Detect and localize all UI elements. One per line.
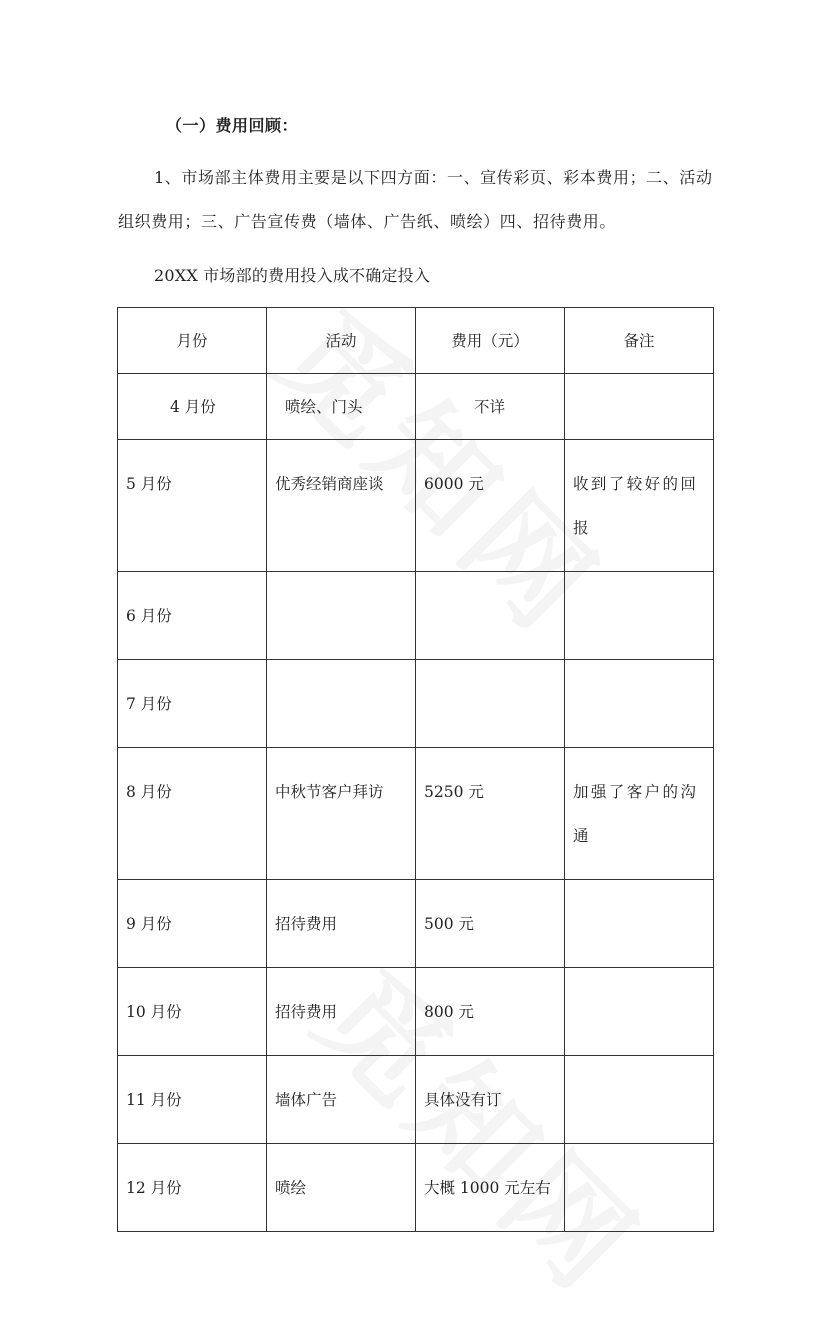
cell-month: 6 月份 — [118, 572, 267, 660]
expense-table — [117, 307, 714, 1232]
cell-cost: 500 元 — [416, 880, 565, 968]
cell-cost — [416, 660, 565, 748]
cell-note: 收到了较好的回报 — [565, 440, 714, 572]
cell-month: 12 月份 — [118, 1144, 267, 1232]
cell-month: 11 月份 — [118, 1056, 267, 1144]
cell-cost: 800 元 — [416, 968, 565, 1056]
table-row — [118, 968, 714, 1056]
cell-month: 9 月份 — [118, 880, 267, 968]
cell-activity: 墙体广告 — [267, 1056, 416, 1144]
cell-month: 10 月份 — [118, 968, 267, 1056]
cell-activity: 优秀经销商座谈 — [267, 440, 416, 572]
table-caption: 20XX 市场部的费用投入成不确定投入 — [154, 266, 431, 285]
cell-activity: 喷绘、门头 — [267, 374, 416, 440]
table-row — [118, 572, 714, 660]
table-row — [118, 660, 714, 748]
table-row — [118, 440, 714, 572]
cell-activity: 招待费用 — [267, 880, 416, 968]
cell-note — [565, 1056, 714, 1144]
cell-cost: 不详 — [416, 374, 565, 440]
header-cost: 费用（元） — [416, 308, 565, 374]
cell-cost: 大概 1000 元左右 — [416, 1144, 565, 1232]
section-heading: （一）费用回顾： — [166, 116, 299, 135]
table-row — [118, 748, 714, 880]
cell-activity: 中秋节客户拜访 — [267, 748, 416, 880]
cell-cost: 具体没有订 — [416, 1056, 565, 1144]
cell-activity — [267, 660, 416, 748]
table-row — [118, 1056, 714, 1144]
cell-note — [565, 660, 714, 748]
paragraph-expense-summary: 1、市场部主体费用主要是以下四方面：一、宣传彩页、彩本费用；二、活动组织费用；三、广告宣传费（墙体、广告纸、喷绘）四、招待费用。 — [118, 168, 713, 231]
table-header-row — [118, 308, 714, 374]
cell-cost: 5250 元 — [416, 748, 565, 880]
cell-cost: 6000 元 — [416, 440, 565, 572]
cell-note — [565, 572, 714, 660]
header-month: 月份 — [118, 308, 267, 374]
cell-note — [565, 374, 714, 440]
header-note: 备注 — [565, 308, 714, 374]
cell-activity: 喷绘 — [267, 1144, 416, 1232]
cell-month: 5 月份 — [118, 440, 267, 572]
table-row — [118, 880, 714, 968]
cell-activity: 招待费用 — [267, 968, 416, 1056]
cell-note — [565, 968, 714, 1056]
table-row — [118, 1144, 714, 1232]
cell-note: 加强了客户的沟通 — [565, 748, 714, 880]
cell-month: 4 月份 — [118, 374, 267, 440]
cell-note — [565, 880, 714, 968]
table-row — [118, 374, 714, 440]
cell-activity — [267, 572, 416, 660]
header-activity: 活动 — [267, 308, 416, 374]
cell-month: 8 月份 — [118, 748, 267, 880]
cell-cost — [416, 572, 565, 660]
cell-month: 7 月份 — [118, 660, 267, 748]
cell-note — [565, 1144, 714, 1232]
